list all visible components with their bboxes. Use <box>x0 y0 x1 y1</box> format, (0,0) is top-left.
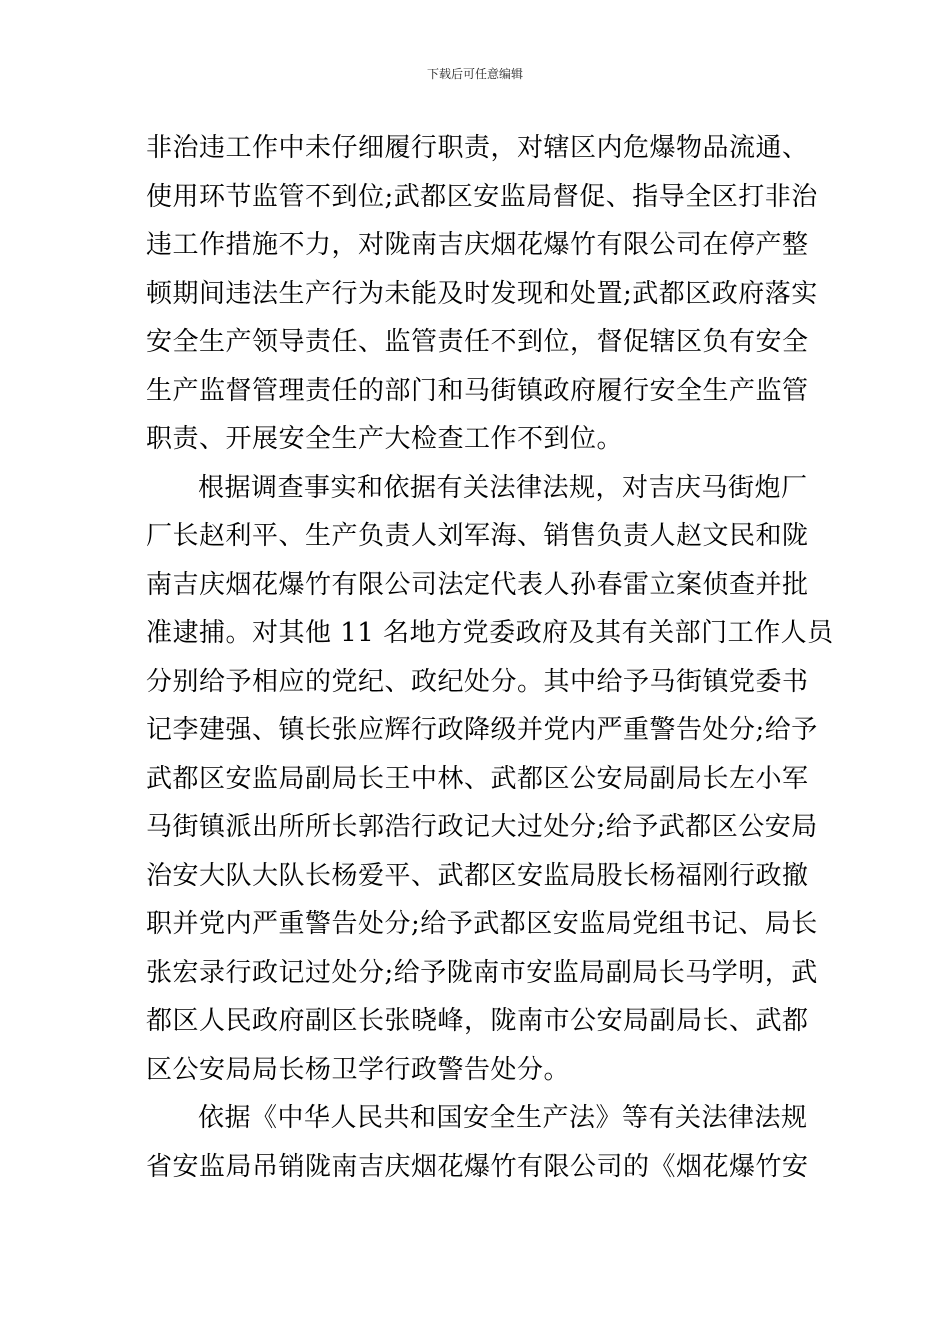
paragraph <box>146 1094 810 1191</box>
text-line: 都区人民政府副区长张晓峰，陇南市公安局副局长、武都 <box>146 1006 809 1036</box>
text-line: 张宏录行政记过处分;给予陇南市安监局副局长马学明，武 <box>146 957 818 988</box>
paragraph <box>146 124 818 464</box>
paragraph <box>146 464 834 1095</box>
page-header: 下载后可任意编辑 <box>426 67 523 81</box>
text-line: 生产监督管理责任的部门和马街镇政府履行安全生产监管 <box>146 375 809 406</box>
text-line: 非治违工作中未仔细履行职责，对辖区内危爆物品流通、 <box>146 133 809 163</box>
text-line: 治安大队大队长杨爱平、武都区安监局股长杨福刚行政撤 <box>146 860 809 891</box>
text-line: 使用环节监管不到位;武都区安监局督促、指导全区打非治 <box>146 181 818 212</box>
text-line: 依据《中华人民共和国安全生产法》等有关法律法规 <box>198 1103 808 1133</box>
text-line: 职责、开展安全生产大检查工作不到位。 <box>146 424 624 454</box>
text-line: 分别给予相应的党纪、政纪处分。其中给予马街镇党委书 <box>146 666 809 697</box>
text-line: 违工作措施不力，对陇南吉庆烟花爆竹有限公司在停产整 <box>146 230 809 260</box>
text-line: 根据调查事实和依据有关法律法规，对吉庆马街炮厂 <box>198 472 808 503</box>
text-line: 南吉庆烟花爆竹有限公司法定代表人孙春雷立案侦查并批 <box>146 569 809 600</box>
text-line: 职并党内严重警告处分;给予武都区安监局党组书记、局长 <box>146 909 818 939</box>
text-line: 厂长赵利平、生产负责人刘军海、销售负责人赵文民和陇 <box>146 521 809 551</box>
text-line: 安全生产领导责任、监管责任不到位，督促辖区负有安全 <box>146 327 809 357</box>
text-line: 准逮捕。对其他 11 名地方党委政府及其有关部门工作人员 <box>146 618 834 648</box>
text-line: 顿期间违法生产行为未能及时发现和处置;武都区政府落实 <box>146 278 818 309</box>
document-body <box>146 124 834 1191</box>
text-line: 记李建强、镇长张应辉行政降级并党内严重警告处分;给予 <box>146 715 818 745</box>
text-line: 区公安局局长杨卫学行政警告处分。 <box>146 1054 571 1085</box>
text-line: 武都区安监局副局长王中林、武都区公安局副局长左小军 <box>146 763 809 794</box>
text-line: 省安监局吊销陇南吉庆烟花爆竹有限公司的《烟花爆竹安 <box>146 1151 809 1182</box>
text-line: 马街镇派出所所长郭浩行政记大过处分;给予武都区公安局 <box>146 812 818 842</box>
